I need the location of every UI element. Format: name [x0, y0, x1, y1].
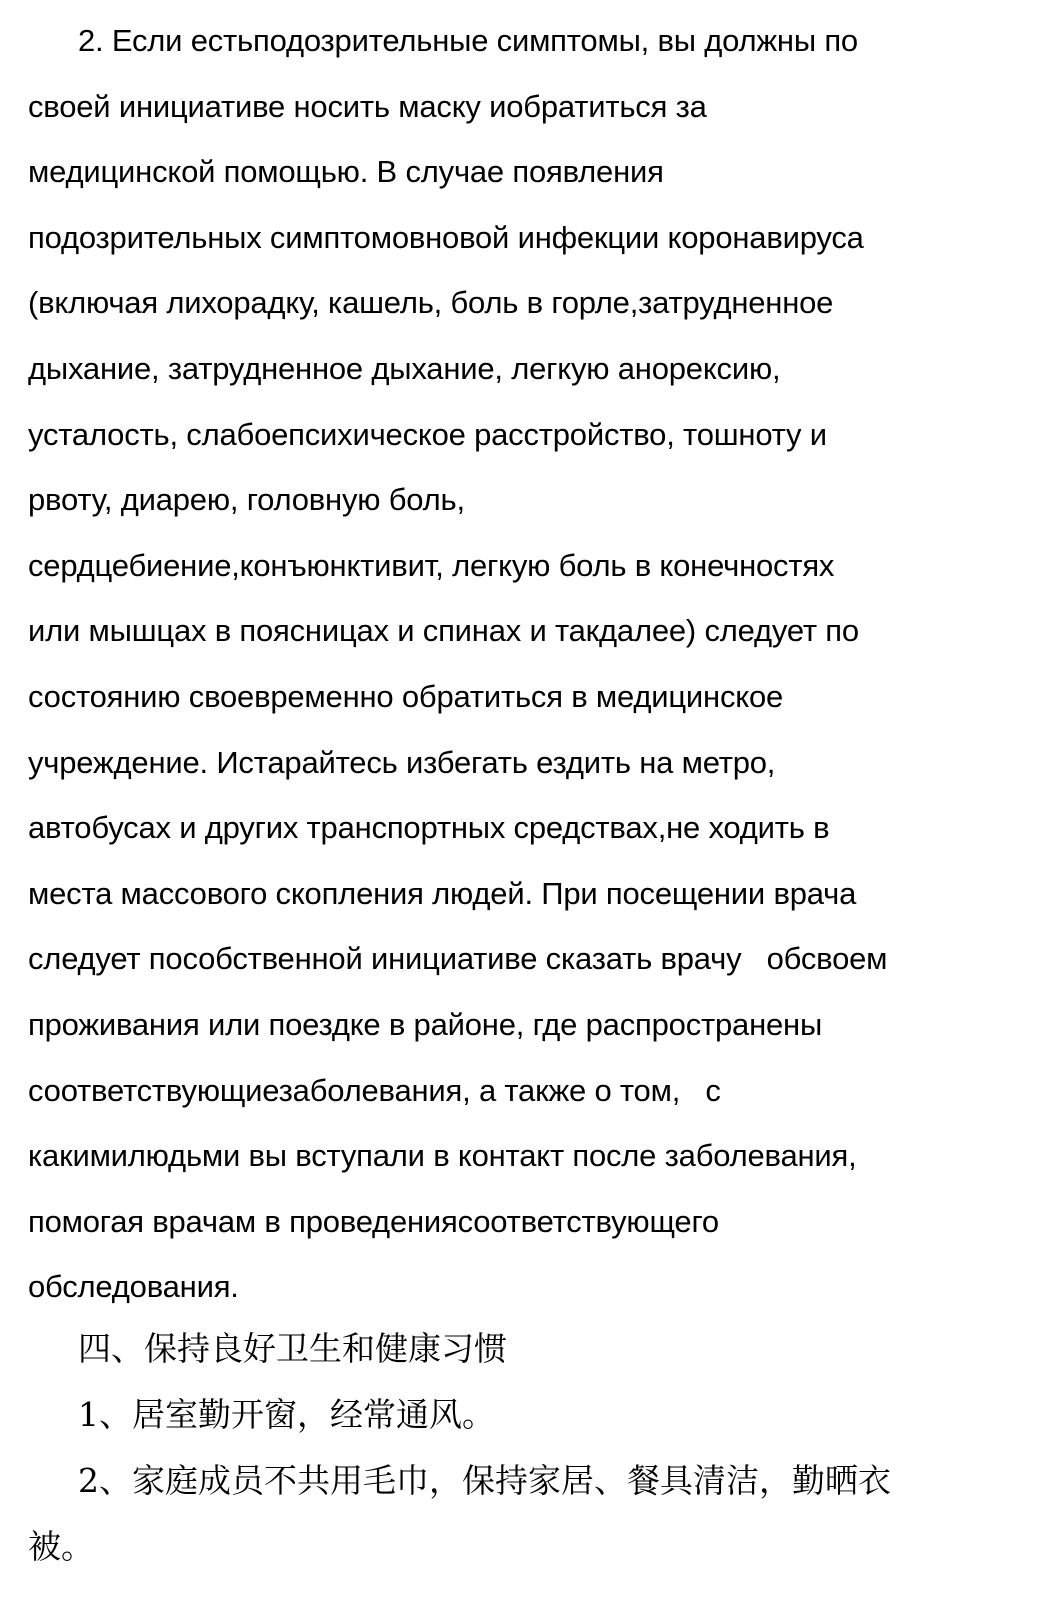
text-line: проживания или поездке в районе, где распространены: [28, 1006, 823, 1042]
text-line: соответствующиезаболевания, а также о том, с: [28, 1072, 721, 1108]
text-line: подозрительных симптомовновой инфекции коронавируса: [28, 219, 864, 255]
text-line: или мышцах в поясницах и спинах и такдалее) следует по: [28, 613, 859, 649]
russian-paragraph: [28, 8, 1018, 1320]
list-item: 1、居室勤开窗，经常通风。: [78, 1395, 495, 1434]
text-line: (включая лихорадку, кашель, боль в горле,затрудненное: [28, 285, 834, 321]
text-line: места массового скопления людей. При посещении врача: [28, 875, 857, 911]
text-line: автобусах и других транспортных средствах,не ходить в: [28, 810, 830, 846]
text-line: какимилюдьми вы вступали в контакт после заболевания,: [28, 1138, 857, 1174]
text-line: обследования.: [28, 1269, 239, 1305]
text-line: своей инициативе носить маску иобратиться за: [28, 88, 707, 124]
text-line: усталость, слабоепсихическое расстройство, тошноту и: [28, 416, 827, 452]
text-line: 2. Если естьподозрительные симптомы, вы должны по: [78, 23, 858, 58]
text-line: медицинской помощью. В случае появления: [28, 154, 664, 190]
list-item: 2、家庭成员不共用毛巾，保持家居、餐具清洁，勤晒衣: [78, 1461, 891, 1500]
text-line: рвоту, диарею, головную боль,: [28, 482, 465, 518]
text-line: состоянию своевременно обратиться в медицинское: [28, 678, 784, 714]
section-heading: 四、保持良好卫生和健康习惯: [78, 1329, 507, 1368]
text-line: следует пособственной инициативе сказать врачу обсвоем: [28, 941, 888, 977]
chinese-section: [28, 1316, 1018, 1580]
list-item-continuation: 被。: [28, 1527, 94, 1566]
text-line: учреждение. Истарайтесь избегать ездить на метро,: [28, 744, 776, 780]
text-line: дыхание, затрудненное дыхание, легкую анорексию,: [28, 350, 781, 386]
text-line: сердцебиение,конъюнктивит, легкую боль в конечностях: [28, 547, 835, 583]
text-line: помогая врачам в проведениясоответствующего: [28, 1203, 719, 1239]
